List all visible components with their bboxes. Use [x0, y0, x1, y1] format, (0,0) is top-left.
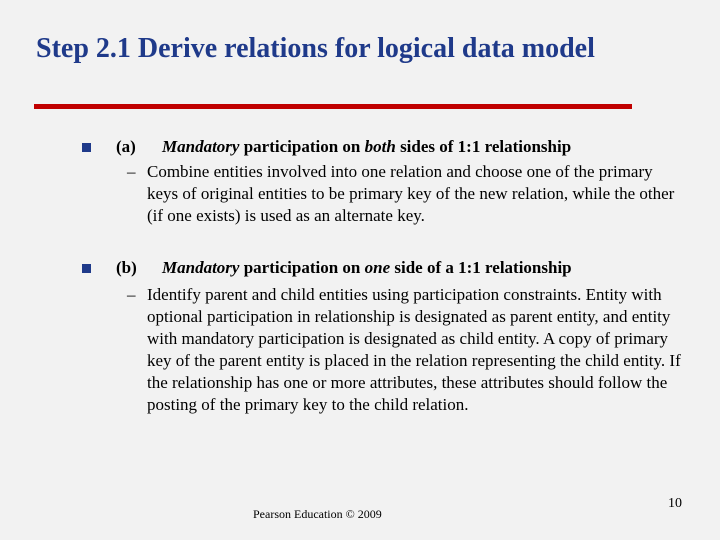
dash-a: –: [127, 162, 136, 181]
heading-a-mid: participation on: [239, 137, 365, 156]
heading-a-mandatory: Mandatory: [162, 137, 240, 156]
heading-b-mandatory: Mandatory: [162, 258, 240, 277]
heading-b-mid: participation on: [239, 258, 365, 277]
slide-title: Step 2.1 Derive relations for logical data model: [36, 33, 595, 64]
bullet-square-icon: [82, 143, 91, 152]
footer-copyright: Pearson Education © 2009: [253, 507, 382, 521]
bullet-square-icon: [82, 264, 91, 273]
heading-b-end: side of a 1:1 relationship: [390, 258, 572, 277]
dash-b: –: [127, 285, 136, 304]
heading-b-tag: (b): [116, 258, 137, 277]
description-a: Combine entities involved into one relation and choose one of the primary keys of original entities to be primary key of the new relation, while the other (if one exists) is used as an alternate key.: [147, 162, 675, 225]
heading-a-end: sides of 1:1 relationship: [395, 137, 572, 156]
heading-b-emphasis: one: [364, 258, 391, 277]
heading-a: [116, 137, 571, 157]
heading-a-emphasis: both: [364, 137, 396, 156]
title-divider: [34, 104, 632, 109]
description-b: Identify parent and child entities using participation constraints. Entity with optional participation in relationship is designated as parent entity, and entity with mandatory participation is designated as child entity. A copy of primary key of the parent entity is placed in the relation representing the child entity. If the relationship has one or more attributes, these attributes should follow the posting of the primary key to the child relation.: [147, 285, 681, 414]
heading-a-tag: (a): [116, 137, 136, 156]
page-number: 10: [668, 496, 682, 511]
heading-b: [116, 258, 572, 278]
